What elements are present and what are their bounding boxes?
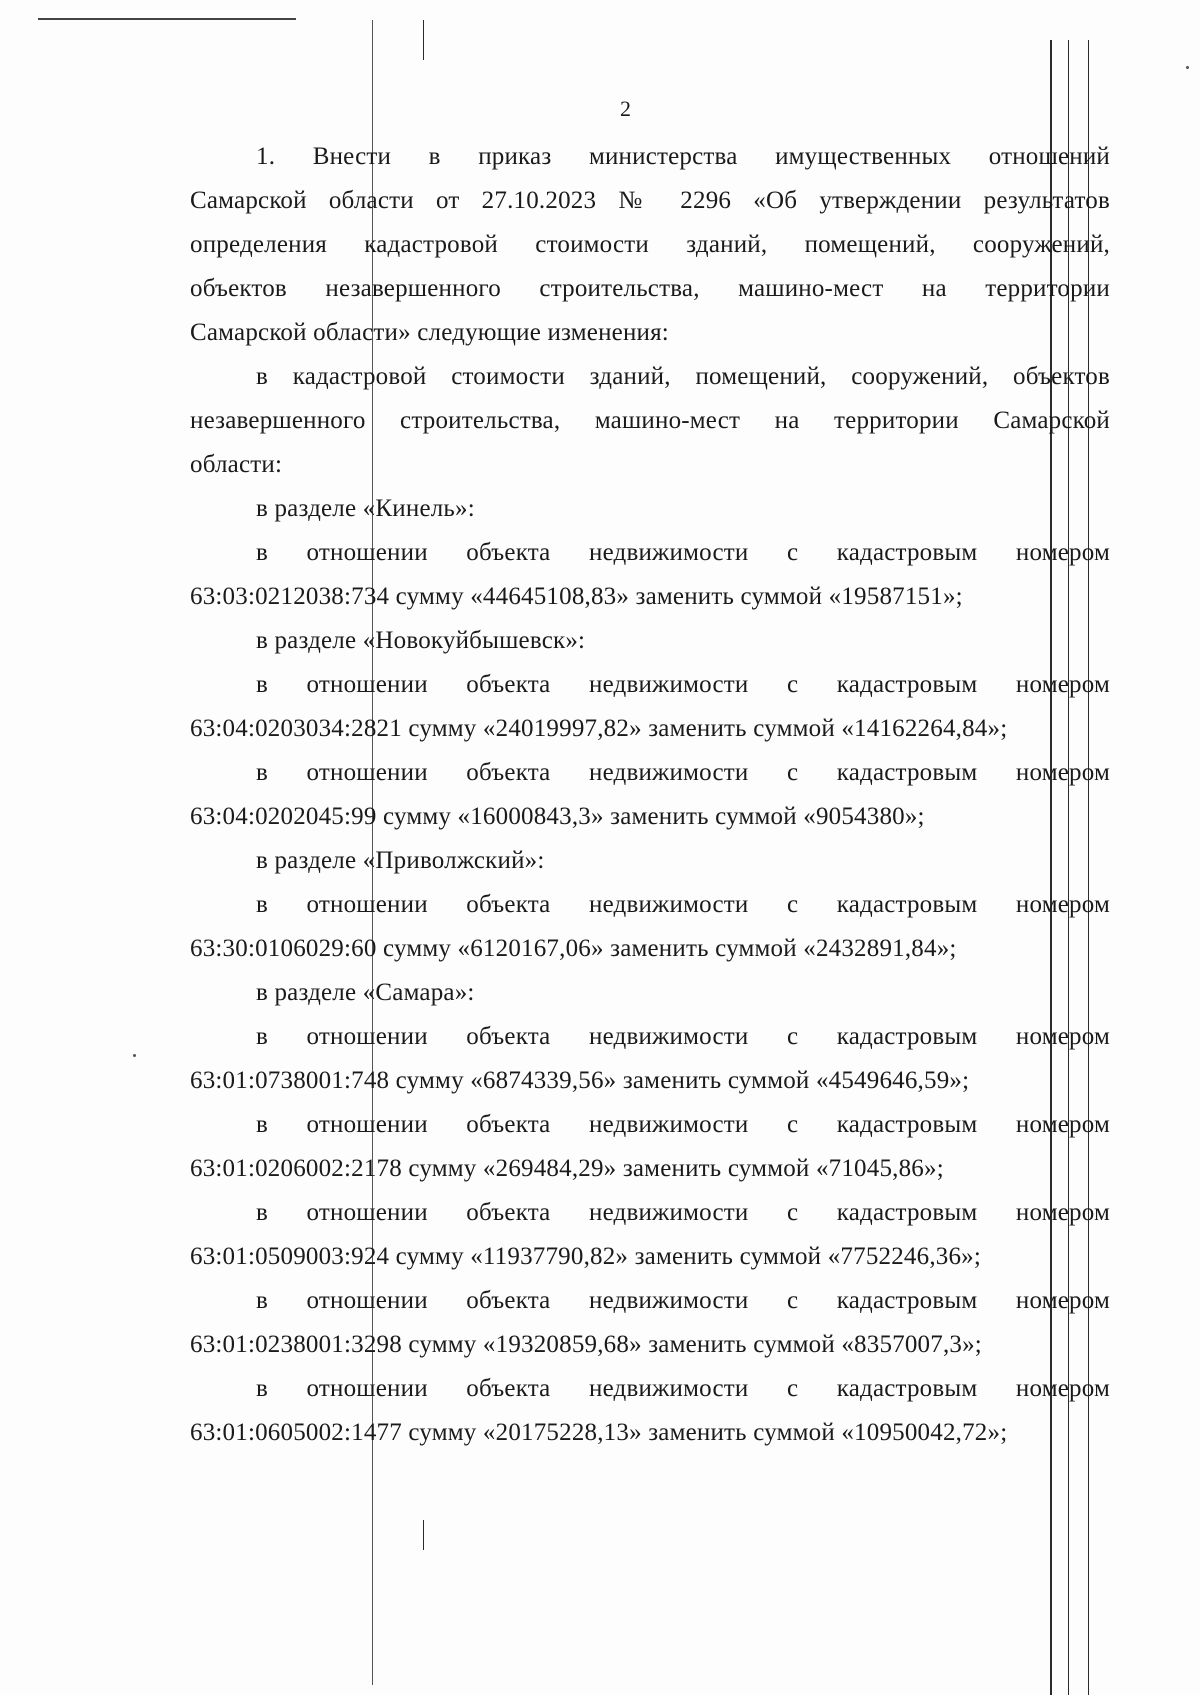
amendment-item: [190, 663, 1110, 751]
text-line: 1. Внести в приказ министерства имущественных отношений: [256, 143, 1110, 170]
text-line: 63:01:0206002:2178 сумму «269484,29» заменить суммой «71045,86»;: [190, 1155, 944, 1182]
amendment-item: [190, 531, 1110, 619]
amendment-item: [190, 751, 1110, 839]
section-novokuybyshevsk: [190, 619, 1110, 839]
text-line: в отношении объекта недвижимости с кадастровым номером: [256, 1375, 1110, 1402]
amendment-item: [190, 1015, 1110, 1103]
section-privolzhsky: [190, 839, 1110, 971]
text-line: Самарской области от 27.10.2023 № 2296 «Об утверждении результатов: [190, 187, 1110, 214]
section-heading: в разделе «Новокуйбышевск»:: [256, 627, 586, 654]
text-line: объектов незавершенного строительства, машино-мест на территории: [190, 275, 1110, 302]
section-samara: [190, 971, 1110, 1455]
amendment-item: [190, 883, 1110, 971]
text-line: в отношении объекта недвижимости с кадастровым номером: [256, 539, 1110, 566]
text-line: 63:04:0203034:2821 сумму «24019997,82» заменить суммой «14162264,84»;: [190, 715, 1008, 742]
text-line: 63:01:0605002:1477 сумму «20175228,13» заменить суммой «10950042,72»;: [190, 1419, 1008, 1446]
text-line: в отношении объекта недвижимости с кадастровым номером: [256, 671, 1110, 698]
text-line: в отношении объекта недвижимости с кадастровым номером: [256, 1111, 1110, 1138]
text-line: незавершенного строительства, машино-мест на территории Самарской: [190, 407, 1110, 434]
intro-paragraph: [190, 135, 1110, 355]
top-rule: [38, 18, 296, 20]
text-line: определения кадастровой стоимости зданий, помещений, сооружений,: [190, 231, 1110, 258]
text-line: в отношении объекта недвижимости с кадастровым номером: [256, 1287, 1110, 1314]
scan-artifact-line: [423, 1520, 424, 1550]
text-line: 63:30:0106029:60 сумму «6120167,06» заменить суммой «2432891,84»;: [190, 935, 957, 962]
section-heading: в разделе «Кинель»:: [256, 495, 475, 522]
amendment-item: [190, 1279, 1110, 1367]
section-kinel: [190, 487, 1110, 619]
section-heading: в разделе «Приволжский»:: [256, 847, 545, 874]
scan-artifact-line: [423, 20, 424, 60]
page-number: 2: [620, 96, 631, 121]
text-line: 63:04:0202045:99 сумму «16000843,3» заменить суммой «9054380»;: [190, 803, 925, 830]
text-line: 63:01:0738001:748 сумму «6874339,56» заменить суммой «4549646,59»;: [190, 1067, 970, 1094]
amendment-item: [190, 1103, 1110, 1191]
document-body: [190, 135, 1110, 1455]
text-line: в отношении объекта недвижимости с кадастровым номером: [256, 1023, 1110, 1050]
text-line: в отношении объекта недвижимости с кадастровым номером: [256, 759, 1110, 786]
text-line: в отношении объекта недвижимости с кадастровым номером: [256, 891, 1110, 918]
amendment-item: [190, 1191, 1110, 1279]
text-line: области:: [190, 451, 283, 478]
text-line: 63:01:0509003:924 сумму «11937790,82» заменить суммой «7752246,36»;: [190, 1243, 982, 1270]
amendment-item: [190, 1367, 1110, 1455]
text-line: в отношении объекта недвижимости с кадастровым номером: [256, 1199, 1110, 1226]
text-line: 63:01:0238001:3298 сумму «19320859,68» заменить суммой «8357007,3»;: [190, 1331, 982, 1358]
text-line: в кадастровой стоимости зданий, помещений, сооружений, объектов: [256, 363, 1110, 390]
text-line: Самарской области» следующие изменения:: [190, 319, 669, 346]
text-line: 63:03:0212038:734 сумму «44645108,83» заменить суммой «19587151»;: [190, 583, 963, 610]
section-heading: в разделе «Самара»:: [256, 979, 475, 1006]
subintro-paragraph: [190, 355, 1110, 487]
scan-speck: [133, 1054, 136, 1057]
scan-speck: [1186, 66, 1189, 69]
